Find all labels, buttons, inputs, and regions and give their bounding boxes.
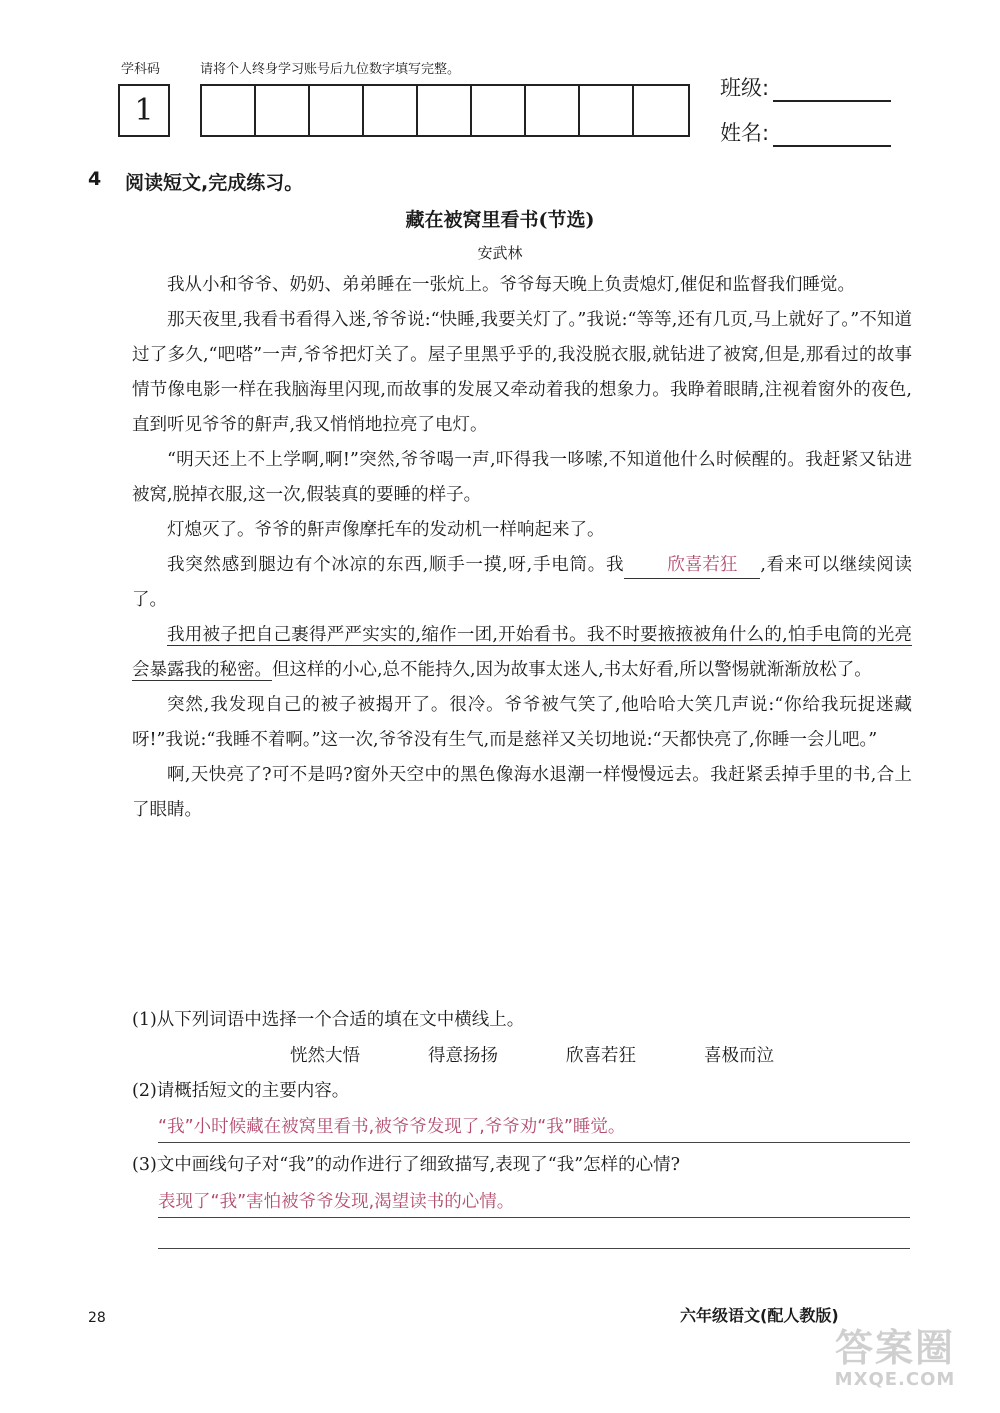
fill-in-blank-answer[interactable]: 欣喜若狂 [624,552,760,579]
class-field [720,72,891,102]
name-input-line[interactable] [773,125,891,147]
word-choices [290,1042,774,1067]
digit-box[interactable] [580,86,634,135]
digit-box[interactable] [418,86,472,135]
class-input-line[interactable] [773,80,891,102]
passage-body [132,268,912,828]
question-number: 4 [88,168,102,190]
subject-code-label: 学科码 [121,62,161,77]
digit-box[interactable] [526,86,580,135]
word-choice: 恍然大悟 [290,1046,360,1066]
paragraph-text: 我突然感到腿边有个冰凉的东西,顺手一摸,呀,手电筒。我 [167,555,625,575]
paragraph: “明天还上不上学啊,啊!”突然,爷爷喝一声,吓得我一哆嗦,不知道他什么时候醒的。我赶紧又钻进被窝,脱掉衣服,这一次,假装真的要睡的样子。 [132,450,912,505]
watermark [800,1318,990,1398]
paragraph-with-blank [132,548,912,618]
account-instruction: 请将个人终身学习账号后九位数字填写完整。 [200,62,461,77]
word-choice: 得意扬扬 [428,1046,498,1066]
name-field [720,117,891,147]
passage-author: 安武林 [477,244,523,262]
digit-box[interactable] [634,86,688,135]
watermark-logo-text: 答案圈 [834,1325,955,1370]
sub-question-2: (2)请概括短文的主要内容。 [132,1081,350,1101]
account-digit-boxes[interactable] [200,84,690,137]
paragraph-text: 但这样的小心,总不能持久,因为故事太迷人,书太好看,所以警惕就渐渐放松了。 [272,660,872,680]
subject-code-value: 1 [134,93,154,128]
underlined-sentence: 我用被子把自己裹得严严实实的,缩作一团,开始看书。我不时要掖掖被角什么的,怕手电筒的光亮会暴露我的秘密。 [132,625,912,680]
paragraph-with-underline [132,618,912,688]
paragraph-text: ,看来可以继续阅读了。 [132,555,913,610]
name-label: 姓名: [720,121,770,145]
digit-box[interactable] [364,86,418,135]
subject-code-box [118,84,170,137]
digit-box[interactable] [310,86,364,135]
paragraph: 我从小和爷爷、奶奶、弟弟睡在一张炕上。爷爷每天晚上负责熄灯,催促和监督我们睡觉。 [167,275,856,295]
answer-2[interactable]: “我”小时候藏在被窝里看书,被爷爷发现了,爷爷劝“我”睡觉。 [158,1113,910,1143]
paragraph: 突然,我发现自己的被子被揭开了。很冷。爷爷被气笑了,他哈哈大笑几声说:“你给我玩捉迷藏呀!”我说:“我睡不着啊。”这一次,爷爷没有生气,而是慈祥又关切地说:“天都快亮了,你睡一会儿吧。” [132,695,912,750]
class-label: 班级: [720,76,770,100]
sub-question-3: (3)文中画线句子对“我”的动作进行了细致描写,表现了“我”怎样的心情? [132,1155,681,1175]
answer-3-extra-line[interactable] [158,1248,910,1249]
word-choice: 欣喜若狂 [566,1046,636,1066]
word-choice: 喜极而泣 [704,1046,774,1066]
sub-question-1: (1)从下列词语中选择一个合适的填在文中横线上。 [132,1010,525,1030]
page-number: 28 [88,1310,106,1326]
answer-3[interactable]: 表现了“我”害怕被爷爷发现,渴望读书的心情。 [158,1188,910,1218]
book-title: 六年级语文(配人教版) [680,1306,839,1325]
paragraph: 那天夜里,我看书看得入迷,爷爷说:“快睡,我要关灯了。”我说:“等等,还有几页,马上就好了。”不知道过了多久,“吧嗒”一声,爷爷把灯关了。屋子里黑乎乎的,我没脱衣服,就钻进了被窝,但是,那看过的故事情节像电影一样在我脑海里闪现,而故事的发展又牵动着我的想象力。我睁着眼睛,注视着窗外的夜色,直到听见爷爷的鼾声,我又悄悄地拉亮了电灯。 [132,310,912,435]
watermark-url: MXQE.COM [834,1368,956,1390]
digit-box[interactable] [472,86,526,135]
paragraph: 啊,天快亮了?可不是吗?窗外天空中的黑色像海水退潮一样慢慢远去。我赶紧丢掉手里的书,合上了眼睛。 [132,765,912,820]
question-prompt: 阅读短文,完成练习。 [125,172,304,194]
digit-box[interactable] [202,86,256,135]
digit-box[interactable] [256,86,310,135]
passage-title: 藏在被窝里看书(节选) [405,209,595,231]
paragraph: 灯熄灭了。爷爷的鼾声像摩托车的发动机一样响起来了。 [167,520,605,540]
